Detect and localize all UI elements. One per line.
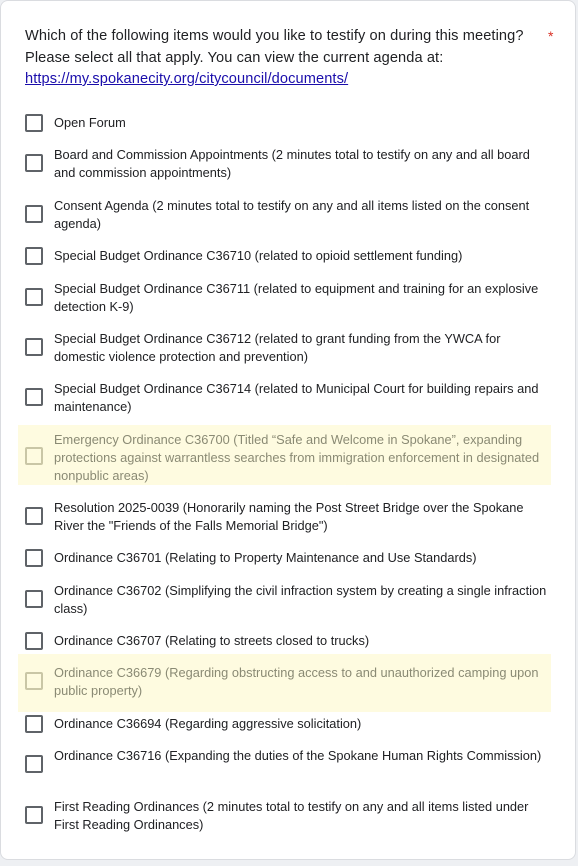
checkbox[interactable] bbox=[25, 114, 43, 132]
checkbox-label[interactable]: Resolution 2025-0039 (Honorarily naming the Post Street Bridge over the Spokane River the "Friends of the Falls Memorial Bridge") bbox=[54, 500, 524, 533]
checkbox-option[interactable] bbox=[1, 745, 551, 785]
checkbox-label[interactable]: Ordinance C36716 (Expanding the duties of the Spokane Human Rights Commission) bbox=[54, 748, 542, 763]
checkbox-label[interactable]: Ordinance C36694 (Regarding aggressive solicitation) bbox=[54, 716, 362, 731]
checkbox-label[interactable]: Open Forum bbox=[54, 115, 126, 130]
checkbox-option[interactable] bbox=[1, 195, 551, 235]
checkbox-label[interactable]: Emergency Ordinance C36700 (Titled “Safe and Welcome in Spokane”, expanding protections against warrantless searches from immigration enforcement in designated nonpublic areas) bbox=[54, 432, 540, 483]
checkbox-option[interactable] bbox=[1, 245, 551, 267]
checkbox-option[interactable] bbox=[1, 378, 551, 418]
checkbox-label[interactable]: Special Budget Ordinance C36712 (related to grant funding from the YWCA for domestic violence protection and prevention) bbox=[54, 331, 501, 364]
checkbox-label[interactable]: Special Budget Ordinance C36711 (related to equipment and training for an explosive detection K-9) bbox=[54, 281, 539, 314]
checkbox-label[interactable]: Consent Agenda (2 minutes total to testify on any and all items listed on the consent agenda) bbox=[54, 198, 530, 231]
checkbox[interactable] bbox=[25, 507, 43, 525]
checkbox[interactable] bbox=[25, 549, 43, 567]
checkbox-option[interactable] bbox=[1, 713, 551, 735]
checkbox-option[interactable] bbox=[1, 580, 551, 620]
agenda-link[interactable]: https://my.spokanecity.org/citycouncil/documents/ bbox=[25, 71, 349, 87]
checkbox[interactable] bbox=[25, 590, 43, 608]
checkbox-label[interactable]: Ordinance C36707 (Relating to streets closed to trucks) bbox=[54, 633, 370, 648]
checkbox-option[interactable] bbox=[1, 328, 551, 368]
checkbox-option[interactable] bbox=[1, 112, 551, 134]
checkbox-label[interactable]: First Reading Ordinances (2 minutes total to testify on any and all items listed under First Reading Ordinances) bbox=[54, 799, 529, 832]
checkbox[interactable] bbox=[25, 715, 43, 733]
checkbox[interactable] bbox=[25, 154, 43, 172]
checkbox[interactable] bbox=[25, 755, 43, 773]
checkbox[interactable] bbox=[25, 288, 43, 306]
checkbox-label[interactable]: Ordinance C36702 (Simplifying the civil infraction system by creating a single infraction class) bbox=[54, 583, 547, 616]
checkbox-option[interactable] bbox=[1, 497, 551, 537]
question-title bbox=[25, 26, 525, 91]
checkbox-label[interactable]: Special Budget Ordinance C36714 (related to Municipal Court for building repairs and maintenance) bbox=[54, 381, 539, 414]
checkbox[interactable] bbox=[25, 672, 43, 690]
checkbox[interactable] bbox=[25, 447, 43, 465]
checkbox-label[interactable]: Ordinance C36701 (Relating to Property Maintenance and Use Standards) bbox=[54, 550, 477, 565]
checkbox[interactable] bbox=[25, 338, 43, 356]
checkbox-label[interactable]: Ordinance C36679 (Regarding obstructing access to and unauthorized camping upon public property) bbox=[54, 665, 539, 698]
checkbox-label[interactable]: Board and Commission Appointments (2 minutes total to testify on any and all board and commission appointments) bbox=[54, 147, 530, 180]
checkbox-option[interactable] bbox=[1, 796, 551, 836]
checkbox[interactable] bbox=[25, 632, 43, 650]
checkbox[interactable] bbox=[25, 388, 43, 406]
checkbox-label[interactable]: Special Budget Ordinance C36710 (related to opioid settlement funding) bbox=[54, 248, 463, 263]
question-text: Which of the following items would you like to testify on during this meeting? Please select all that apply. You can view the current agenda at: bbox=[25, 28, 524, 66]
checkbox-option[interactable] bbox=[1, 144, 551, 184]
checkbox[interactable] bbox=[25, 205, 43, 223]
checkbox-option[interactable] bbox=[18, 654, 551, 712]
checkbox-option[interactable] bbox=[1, 630, 551, 652]
required-asterisk: * bbox=[548, 28, 554, 44]
checkbox-option[interactable] bbox=[1, 547, 551, 569]
checkbox[interactable] bbox=[25, 247, 43, 265]
checkbox-option[interactable] bbox=[18, 425, 551, 485]
checkbox[interactable] bbox=[25, 806, 43, 824]
checkbox-option[interactable] bbox=[1, 278, 551, 318]
